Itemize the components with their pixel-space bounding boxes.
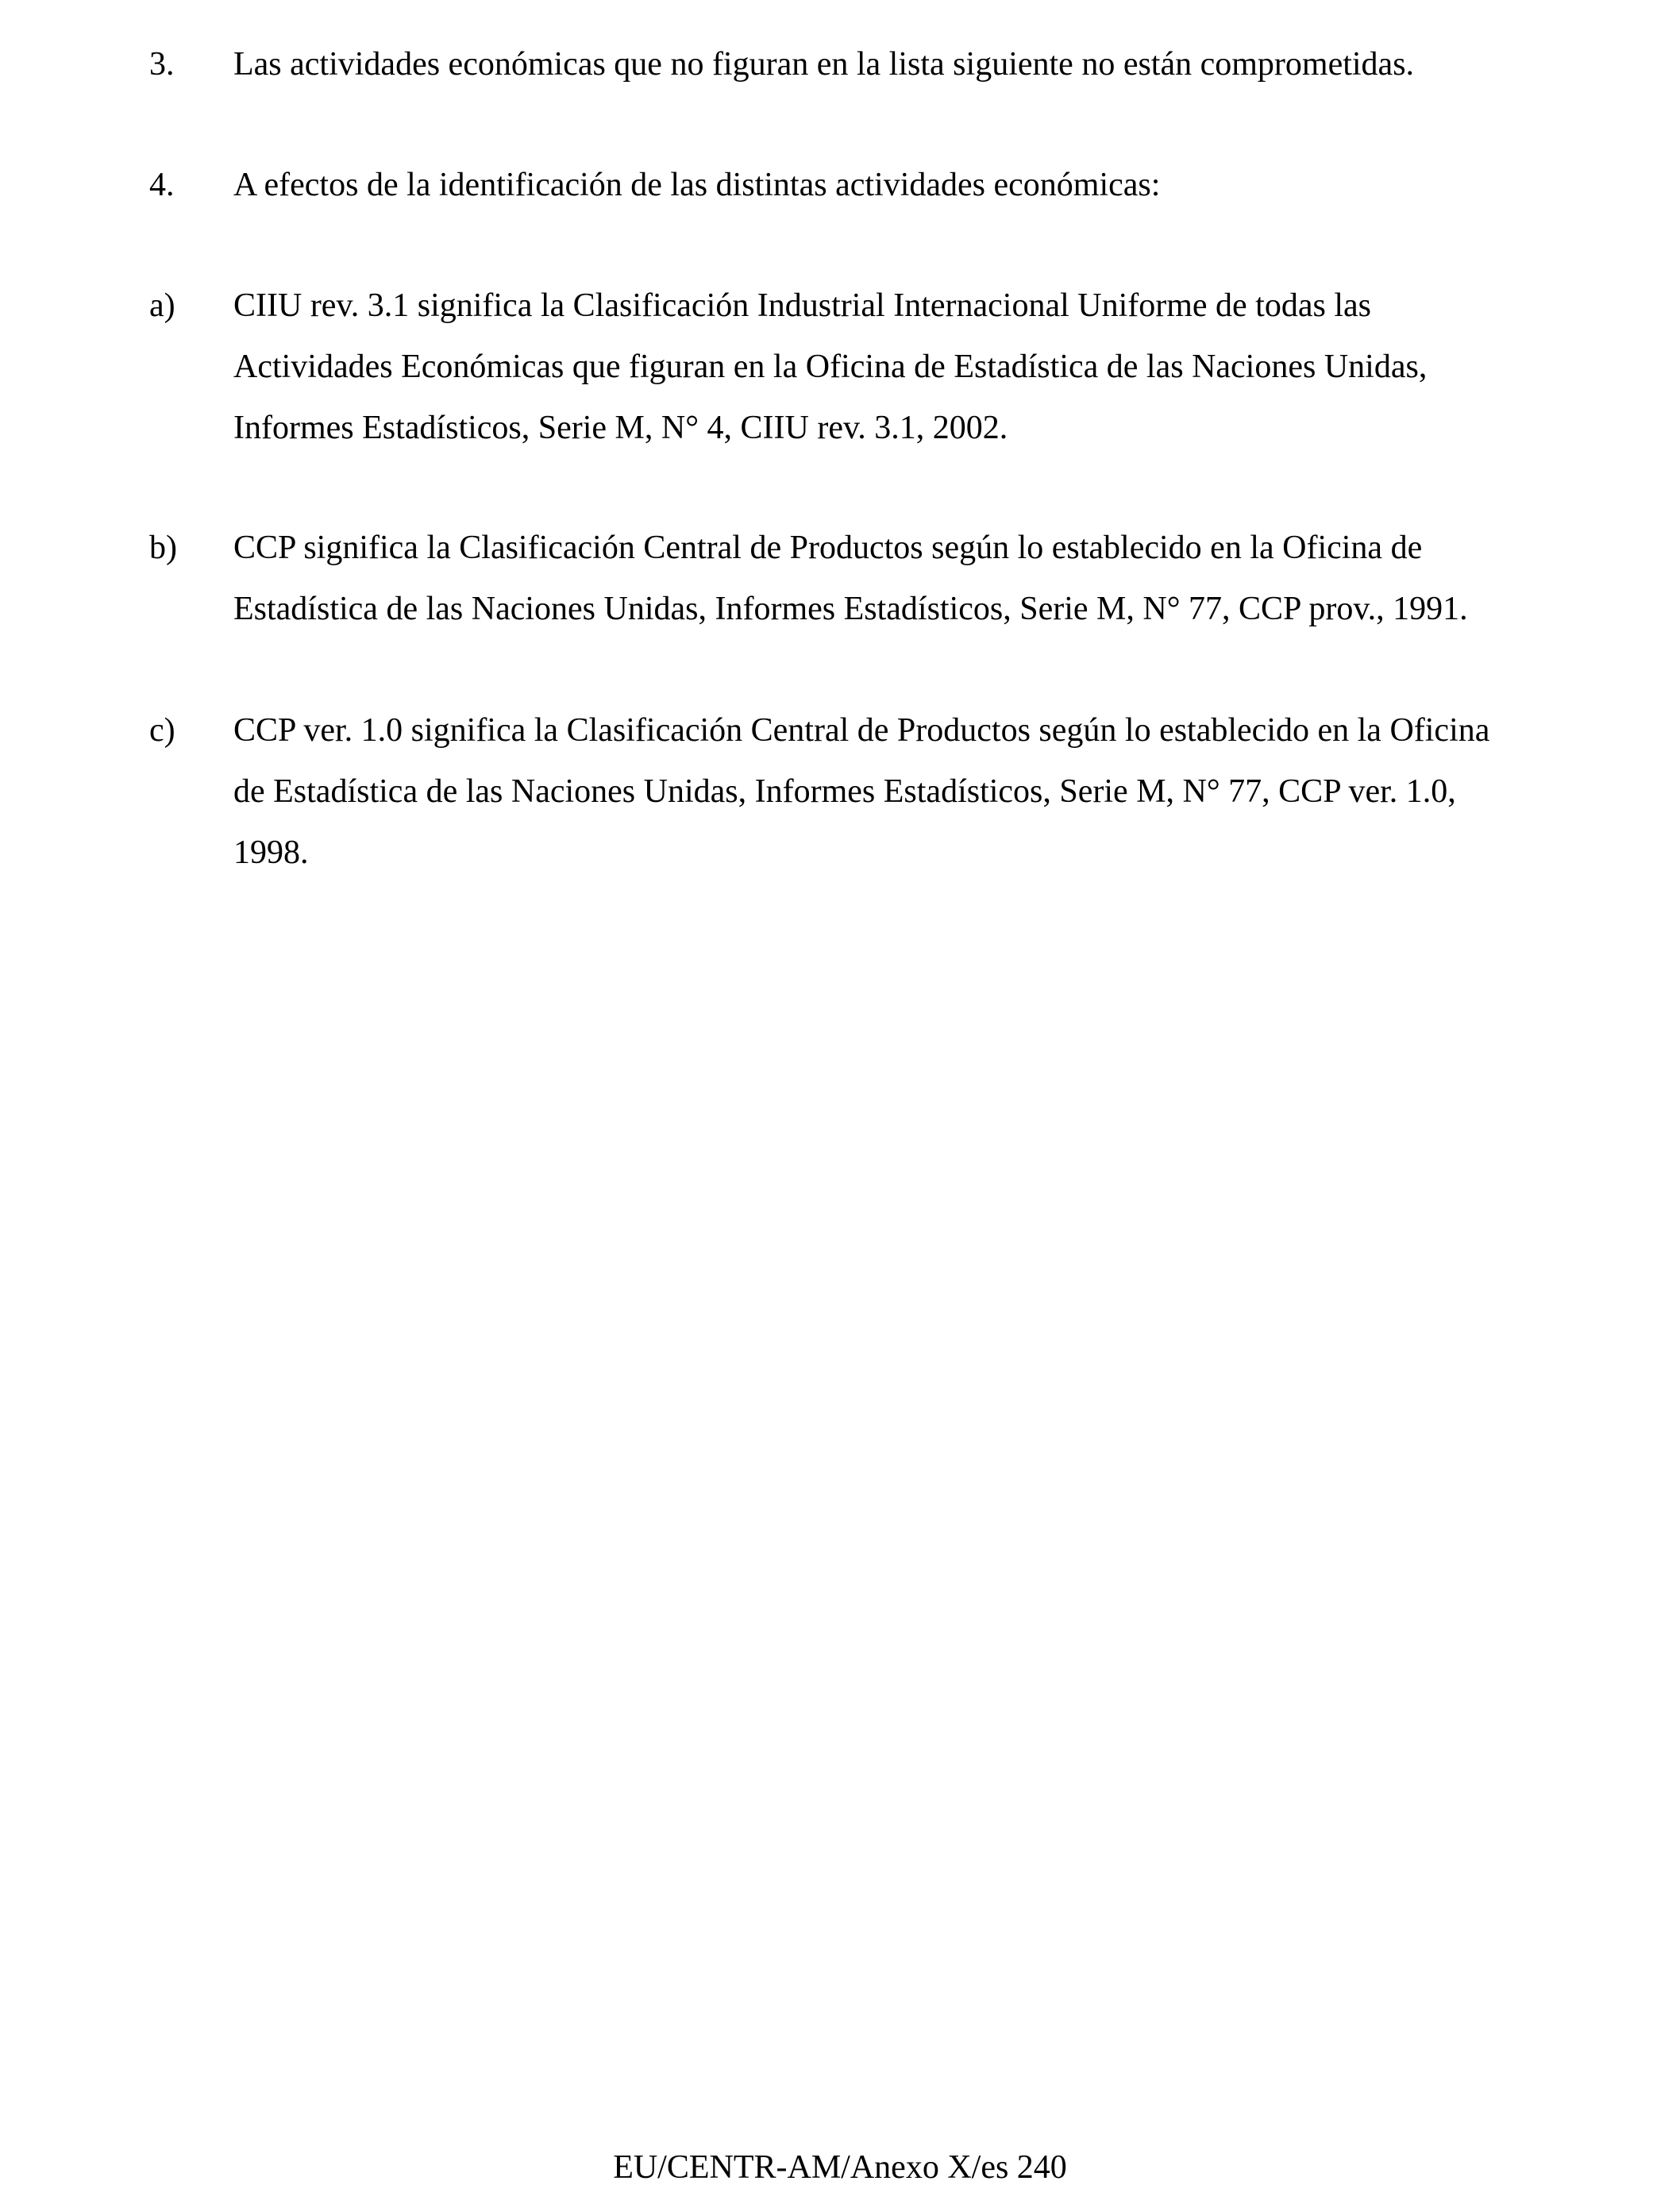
- item-text-line: CCP significa la Clasificación Central de Productos según lo establecido en la Oficina de: [233, 530, 1423, 566]
- item-number: 4.: [149, 167, 175, 203]
- item-text-line: CCP ver. 1.0 significa la Clasificación Central de Productos según lo establecido en la Oficina: [233, 712, 1490, 749]
- list-item-b: [149, 518, 1562, 640]
- list-item-4: [149, 155, 1562, 216]
- item-number: a): [149, 287, 175, 324]
- item-number: 3.: [149, 46, 175, 83]
- item-text: [233, 518, 1562, 640]
- list-item-c: [149, 700, 1562, 884]
- item-text-line: 1998.: [233, 834, 309, 871]
- item-text-line: Actividades Económicas que figuran en la Oficina de Estadística de las Naciones Unidas,: [233, 349, 1428, 385]
- item-text-line: Estadística de las Naciones Unidas, Informes Estadísticos, Serie M, N° 77, CCP prov., 1991.: [233, 591, 1468, 627]
- item-text-line: A efectos de la identificación de las distintas actividades económicas:: [233, 167, 1161, 203]
- item-text-line: de Estadística de las Naciones Unidas, Informes Estadísticos, Serie M, N° 77, CCP ver. 1.0,: [233, 773, 1456, 810]
- item-text-line: Informes Estadísticos, Serie M, N° 4, CIIU rev. 3.1, 2002.: [233, 410, 1008, 446]
- item-text-line: CIIU rev. 3.1 significa la Clasificación Industrial Internacional Uniforme de todas las: [233, 287, 1371, 324]
- item-text: [233, 34, 1562, 95]
- page-footer: EU/CENTR-AM/Anexo X/es 240: [613, 2149, 1067, 2186]
- item-number: c): [149, 712, 175, 749]
- item-text-line: Las actividades económicas que no figuran en la lista siguiente no están comprometidas.: [233, 46, 1415, 83]
- list-item-3: [149, 34, 1562, 95]
- item-text: [233, 155, 1562, 216]
- item-number: b): [149, 530, 177, 566]
- item-text: [233, 276, 1562, 459]
- list-item-a: [149, 276, 1562, 459]
- item-text: [233, 700, 1562, 884]
